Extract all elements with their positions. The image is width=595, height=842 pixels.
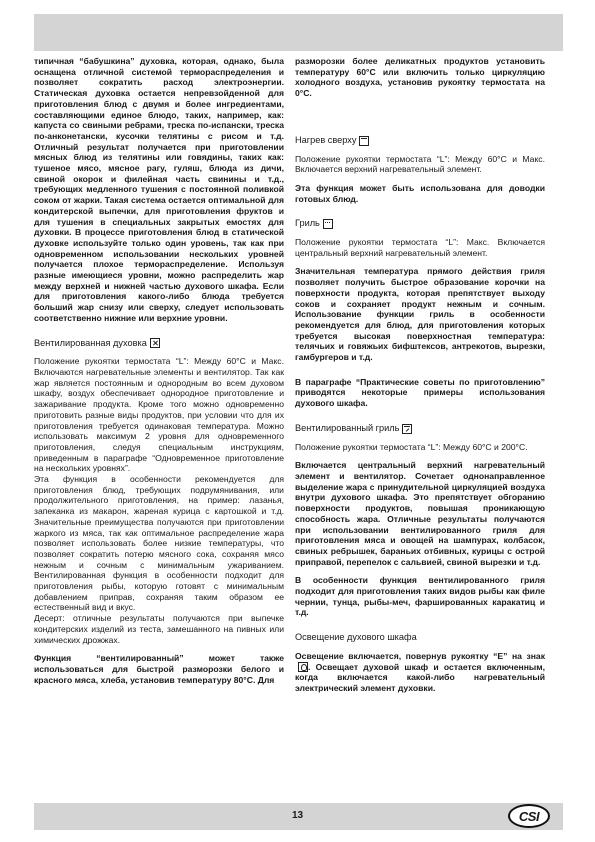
light-text bbox=[295, 651, 545, 694]
fan-oven-text: Положение рукоятки термостата “L”: Между 60°C и Макс. Включаются нагревательные элементы и вентилятор. Так как жар является постоянным и однородным во всем духовом шкафу, воздух обеспечивает однородное приготовление и зажаривание продукта. Кроме того можно одновременно приготовить разные виды продуктов, при условии что для их приготовления требуется одинаковая температура. Можно использовать максимум 2 уровня для одновременного приготовления, следуя специальным инструкциям, приведенным в параграфе “Одновременное приготовление на нескольких уровнях”. bbox=[34, 356, 284, 474]
fan-grill-note-2: В особенности функция вентилированного гриля подходит для приготовления таких видов рыбы как филе чернии, тунца, рыбы-меч, фаршированных каракатиц и т.д. bbox=[295, 575, 545, 618]
fan-grill-text: Положение рукоятки термостата “L”: Между 60°C и 200°C. bbox=[295, 441, 528, 452]
light-text-b: . Освещает духовой шкаф и остается включенным, когда включается какой-либо нагревательный электрический элемент духовки. bbox=[295, 661, 545, 693]
lamp-icon bbox=[298, 662, 308, 672]
right-column bbox=[295, 56, 545, 694]
csi-logo bbox=[508, 804, 550, 828]
grill-text: Положение рукоятки термостата “L”: Макс. Включается центральный верхний нагревательный элемент. bbox=[295, 237, 545, 258]
static-oven-paragraph: типичная “бабушкина” духовка, которая, однако, была оснащена отличной системой термораспределения и позволяет сократить расход электроэнергии. Статическая духовка остается непревзойденной для приготовления блюд с двумя и более ингредиентами, составляющими единое блюдо, таких, например, как: капуста со свиными ребрами, треска по-испански, треска по-анконетански, кусочки телятины с рисом и т.д. Отличный результат получается при приготовлении мясных блюд из телятины или говядины, таких как: тушеное мясо, мясное рагу, гуляш, блюда из дичи, свиной окорок и филейная часть свинины и т.д., требующих медленного тушения с постоянной поливкой соком от жарки. Такая система остается оптимальной для кондитерской выпечки, для приготовления фруктов и для тушения в специальных закрытых емостях для духовки. В процессе приготовления блюд в статической духовке используйте только один уровень, так как при одновременном использовании нескольких уровней получается плохое термораспределение. Используя разные имеющиеся уровни, можно распределить жар между верхней и нижней частью духового шкафа. Если для приготовления какого-либо блюда требуется больший жар снизу или сверху, следует использовать соответственно нижние или верхние уровни. bbox=[34, 56, 284, 323]
logo-text: CSI bbox=[518, 808, 540, 824]
top-heat-text: Положение рукоятки термостата “L”: Между 60°C и Макс. Включается верхний нагревательный элемент. bbox=[295, 153, 545, 175]
fan-grill-heading-text: Вентилированный гриль bbox=[295, 422, 400, 433]
fan-oven-text-2: Эта функция в особенности рекомендуется для приготовления блюд, требующих подрумянивания, или продолжительного приготовления, на пример: лазанья, запеканка из макарон, жареная курица с картошкой и т.д. Значительные преимущества получаются при приготовлении жаркого из мяса, так как оптимальное распределение жара позволяет использовать более низкие температуры, что позволяет сократить потерю мясного сока, сохраняя мясо нежным и сочным с минимальным ужариванием. Вентилированная функция в особенности подходит для приготовления рыбы, которую готовят с минимальным добавлением приправ, сохраняя таким образом ее естественный вид и вкус. bbox=[34, 474, 284, 613]
grill-heading-text: Гриль bbox=[295, 218, 320, 229]
page-number: 13 bbox=[291, 810, 304, 821]
fan-oven-icon bbox=[150, 338, 160, 348]
grill-note: Значительная температура прямого действия гриля позволяет получить быстрое образование корочки на поверхности продукта, которая препятствует выходу соков и сохраняет продукт нежным и сочным. Использование функции гриль в особенности рекомендуется для блюд, для приготовления которых требуется высокая поверхностная температура: телячьих и говяжьих бифштексов, антрекотов, вырезки, гамбургеров и т.д. bbox=[295, 266, 545, 363]
grill-icon bbox=[323, 219, 333, 229]
fan-grill-note: Включается центральный верхний нагревательный элемент и вентилятор. Сочетает однонаправленное выделение жара с принудительной циркуляцией воздуха внутри духового шкафа. Это препятствует обгоранию поверхности продуктов, повышая проникающую способность жара. Отличные результаты получаются при использовании вентилированного гриля для приготовления мяса и овощей на шампурах, колбасок, свиных ребрышек, бараньих отбивных, курицы с острой приправой, перепелок с сальвией, свиной вырезки и т.д. bbox=[295, 460, 545, 567]
left-column bbox=[34, 56, 284, 685]
tips-note: В параграфе “Практические советы по приготовлению” приводятся некоторые примеры использования духового шкафа. bbox=[295, 376, 545, 409]
light-heading-text: Освещение духового шкафа bbox=[295, 632, 417, 643]
defrost-text: Функция “вентилированный” может также использоваться для быстрой разморозки белого и красного мяса, хлеба, установив температуру 80°C. Для bbox=[34, 653, 284, 685]
top-heat-icon bbox=[359, 136, 369, 146]
dessert-text: Десерт: отличные результаты получаются при выпечке кондитерских изделий из теста, замешанного на пивных или химических дрожжах. bbox=[34, 613, 284, 645]
fan-grill-heading bbox=[295, 423, 545, 434]
top-heat-heading-text: Нагрев сверху bbox=[295, 134, 357, 145]
defrost-continued: разморозки более деликатных продуктов установить температуру 60°C или включить только циркуляцию холодного воздуха, установив рукоятку термостата на 0°C. bbox=[295, 56, 545, 99]
light-text-a: Освещение включается, повернув рукоятку “E” на знак bbox=[295, 650, 545, 661]
grill-heading bbox=[295, 218, 545, 229]
header-bar bbox=[34, 14, 563, 51]
light-heading bbox=[295, 632, 545, 643]
top-heat-heading bbox=[295, 135, 545, 146]
fan-oven-heading-text: Вентилированная духовка bbox=[34, 337, 147, 348]
top-heat-note: Эта функция может быть использована для доводки готовых блюд. bbox=[295, 182, 545, 204]
fan-grill-icon bbox=[402, 424, 412, 434]
fan-oven-heading bbox=[34, 338, 284, 349]
